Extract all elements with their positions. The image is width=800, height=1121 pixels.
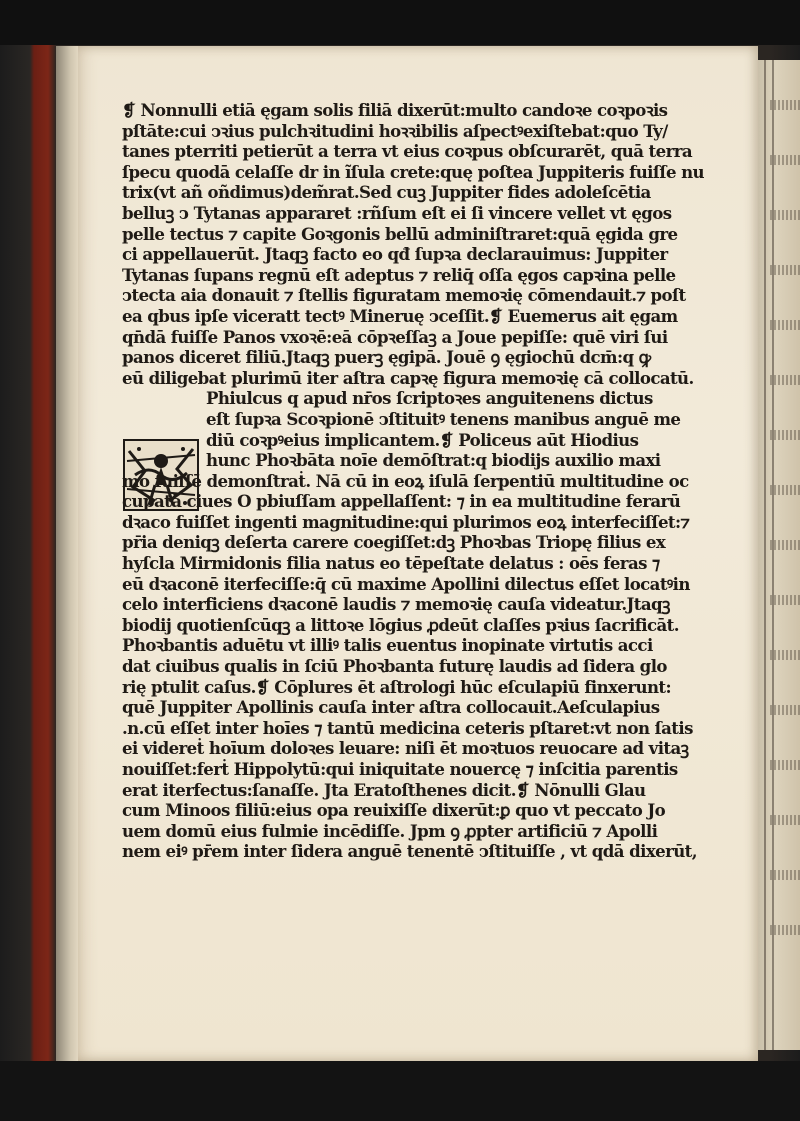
text-line: ↄtecta aia donauit ⁊ ſtellis figuratam memoꝛię cōmendauit.⁊ poſt bbox=[122, 285, 686, 306]
text-line: nem eiꝰ pr̄em inter ſidera anguē tenentē ↄſtituiſſe , vt qdā dixerūt, bbox=[122, 841, 697, 862]
latin-text-column bbox=[122, 100, 732, 862]
text-line: .n.cū eſſet inter hoīes ⁊ tantū medicina ceteris pſtaret:vt non ſatis bbox=[122, 717, 693, 738]
facing-text-fragment bbox=[770, 210, 800, 220]
text-line: uem domū eius fulmie incēdiſſe. Jpm ꝯ ꝓpter artificiū ⁊ Apolli bbox=[122, 820, 658, 841]
facing-text-fragment bbox=[770, 925, 800, 935]
facing-text-fragment bbox=[770, 320, 800, 330]
text-line: biodij quotienſcūqꝫ a littoꝛe lōgius ꝓdeūt claſſes pꝛius ſacrificāt. bbox=[122, 614, 679, 635]
text-line: ❡ Nonnulli etiā ęgam solis filiā dixerūt:multo candoꝛe coꝛpoꝛis bbox=[122, 100, 668, 120]
facing-text-fragment bbox=[770, 375, 800, 385]
text-line: eū dꝛaconē iterfeciſſe:q̄ cū maxime Apollini dilectus eſſet locatꝰin bbox=[122, 573, 690, 594]
text-line: eſt ſupꝛa Scoꝛpionē ↄſtituitꝰ tenens manibus anguē me bbox=[206, 408, 681, 429]
text-line: hyſcla Mirmidonis filia natus eo tēpeſtate delatus : oēs feras ⁊ bbox=[122, 553, 660, 574]
facing-text-fragment bbox=[770, 595, 800, 605]
text-line: pr̄ia deniqꝫ deſerta carere coegiſſet:dꝫ Phoꝛbas Triopę filius ex bbox=[122, 532, 666, 553]
text-line: erat iterfectus:ſanaſſe. Jta Eratoſthenes dicit.❡ Nōnulli Glau bbox=[122, 779, 646, 800]
text-line: ei videreṫ hoīum doloꝛes leuare: niſi ēt moꝛtuos reuocare ad vitaꝫ bbox=[122, 738, 689, 759]
facing-text-fragment bbox=[770, 760, 800, 770]
text-line: dꝛaco fuiſſet ingenti magnitudine:qui plurimos eoꝝ interfeciſſet:⁊ bbox=[122, 511, 690, 532]
text-line: nouiſſet:ferṫ Hippolytū:qui iniquitate nouercę ⁊ inſcitia parentis bbox=[122, 759, 678, 779]
facing-text-fragment bbox=[770, 155, 800, 165]
text-line: mo fuiſſē demonſtraṫ. Nā cū in eoꝝ iſulā ſerpentiū multitudine oc bbox=[122, 470, 689, 491]
text-line: cupatā ciues O pbiuſſam appellaſſent: ⁊ in ea multitudine ferarū bbox=[122, 491, 681, 512]
scan-bottom-border bbox=[0, 1061, 800, 1121]
text-line: Phoꝛbantis aduētu vt illiꝰ talis euentus inopinate virtutis acci bbox=[122, 635, 653, 656]
facing-text-fragment bbox=[770, 705, 800, 715]
text-line: ci appellauerūt. Jtaqꝫ facto eo qđ ſupꝛa declarauimus: Juppiter bbox=[122, 244, 668, 265]
facing-text-fragment bbox=[770, 430, 800, 440]
facing-page-rule bbox=[772, 60, 774, 1050]
facing-page-edge bbox=[758, 60, 800, 1050]
text-line: tanes pterriti petierūt a terra vt eius coꝛpus obſcurarēt, quā terra bbox=[122, 141, 693, 162]
text-line: quē Juppiter Apollinis cauſa inter aſtra collocauit.Aeſculapius bbox=[122, 697, 660, 718]
text-line: celo interficiens dꝛaconē laudis ⁊ memoꝛię cauſa videatur.Jtaqꝫ bbox=[122, 594, 670, 615]
facing-text-fragment bbox=[770, 485, 800, 495]
text-line: qn̄dā fuiſſe Panos vxoꝛē:eā cōpꝛeſſaꝫ a Joue pepiſſe: quē viri ſui bbox=[122, 326, 668, 347]
text-line: trix(vt añ oñdimus)dem̃rat.Sed cuꝫ Juppiter fides adoleſcētia bbox=[122, 182, 651, 203]
page-gutter bbox=[56, 46, 80, 1061]
facing-text-fragment bbox=[770, 100, 800, 110]
scan-top-border bbox=[0, 0, 800, 45]
text-line: dat ciuibus qualis in ſciū Phoꝛbanta futurę laudis ad ſidera glo bbox=[122, 656, 667, 677]
text-line: cum Minoos filiū:eius opa reuixiſſe dixerūt:ꝑ quo vt peccato Jo bbox=[122, 800, 666, 821]
text-line: Phiulcus q apud nr̄os ſcriptoꝛes anguitenens dictus bbox=[206, 388, 653, 409]
text-line: diū coꝛpꝰeius implicantem.❡ Policeus aūt Hiodius bbox=[206, 429, 639, 450]
facing-page-rule bbox=[764, 60, 766, 1050]
text-line: rię ptulit caſus.❡ Cōplures ēt aſtrologi hūc eſculapiū finxerunt: bbox=[122, 676, 672, 697]
text-line: pelle tectus ⁊ capite Goꝛgonis bellū adminiſtraret:quā ęgida gre bbox=[122, 223, 678, 244]
text-line: pſtāte:cui ↄꝛius pulchꝛitudini hoꝛꝛibilis aſpectꝰexiſtebat:quo Ty/ bbox=[122, 120, 668, 141]
text-line: Tytanas ſupans regnū eſt adeptus ⁊ reliq̄ oſſa ęgos capꝛina pelle bbox=[122, 264, 676, 285]
facing-text-fragment bbox=[770, 815, 800, 825]
facing-text-fragment bbox=[770, 650, 800, 660]
facing-text-fragment bbox=[770, 870, 800, 880]
text-line: ea qbus ipſe viceratt tectꝰ Mineruę ↄceſſit.❡ Euemerus ait ęgam bbox=[122, 305, 678, 326]
text-line: eū diligebat plurimū iter aſtra capꝛę figura memoꝛię cā collocatū. bbox=[122, 367, 694, 388]
text-line: hunc Phoꝛbāta noīe demōſtrat:q biodijs auxilio maxi bbox=[206, 450, 661, 471]
text-line: ſpecu quodā celaſſe dr in ĩſula crete:quę poſtea Juppiteris fuiſſe nu bbox=[122, 161, 705, 182]
text-line: panos diceret filiū.Jtaqꝫ puerꝫ ęgipā. Jouē ꝯ ęgiochū dcm̄:q ꝙ bbox=[122, 347, 651, 368]
facing-text-fragment bbox=[770, 265, 800, 275]
facing-text-fragment bbox=[770, 540, 800, 550]
text-line: belluꝫ ↄ Tytanas appararet :rñſum eſt ei ſi vincere vellet vt ęgos bbox=[122, 202, 672, 223]
